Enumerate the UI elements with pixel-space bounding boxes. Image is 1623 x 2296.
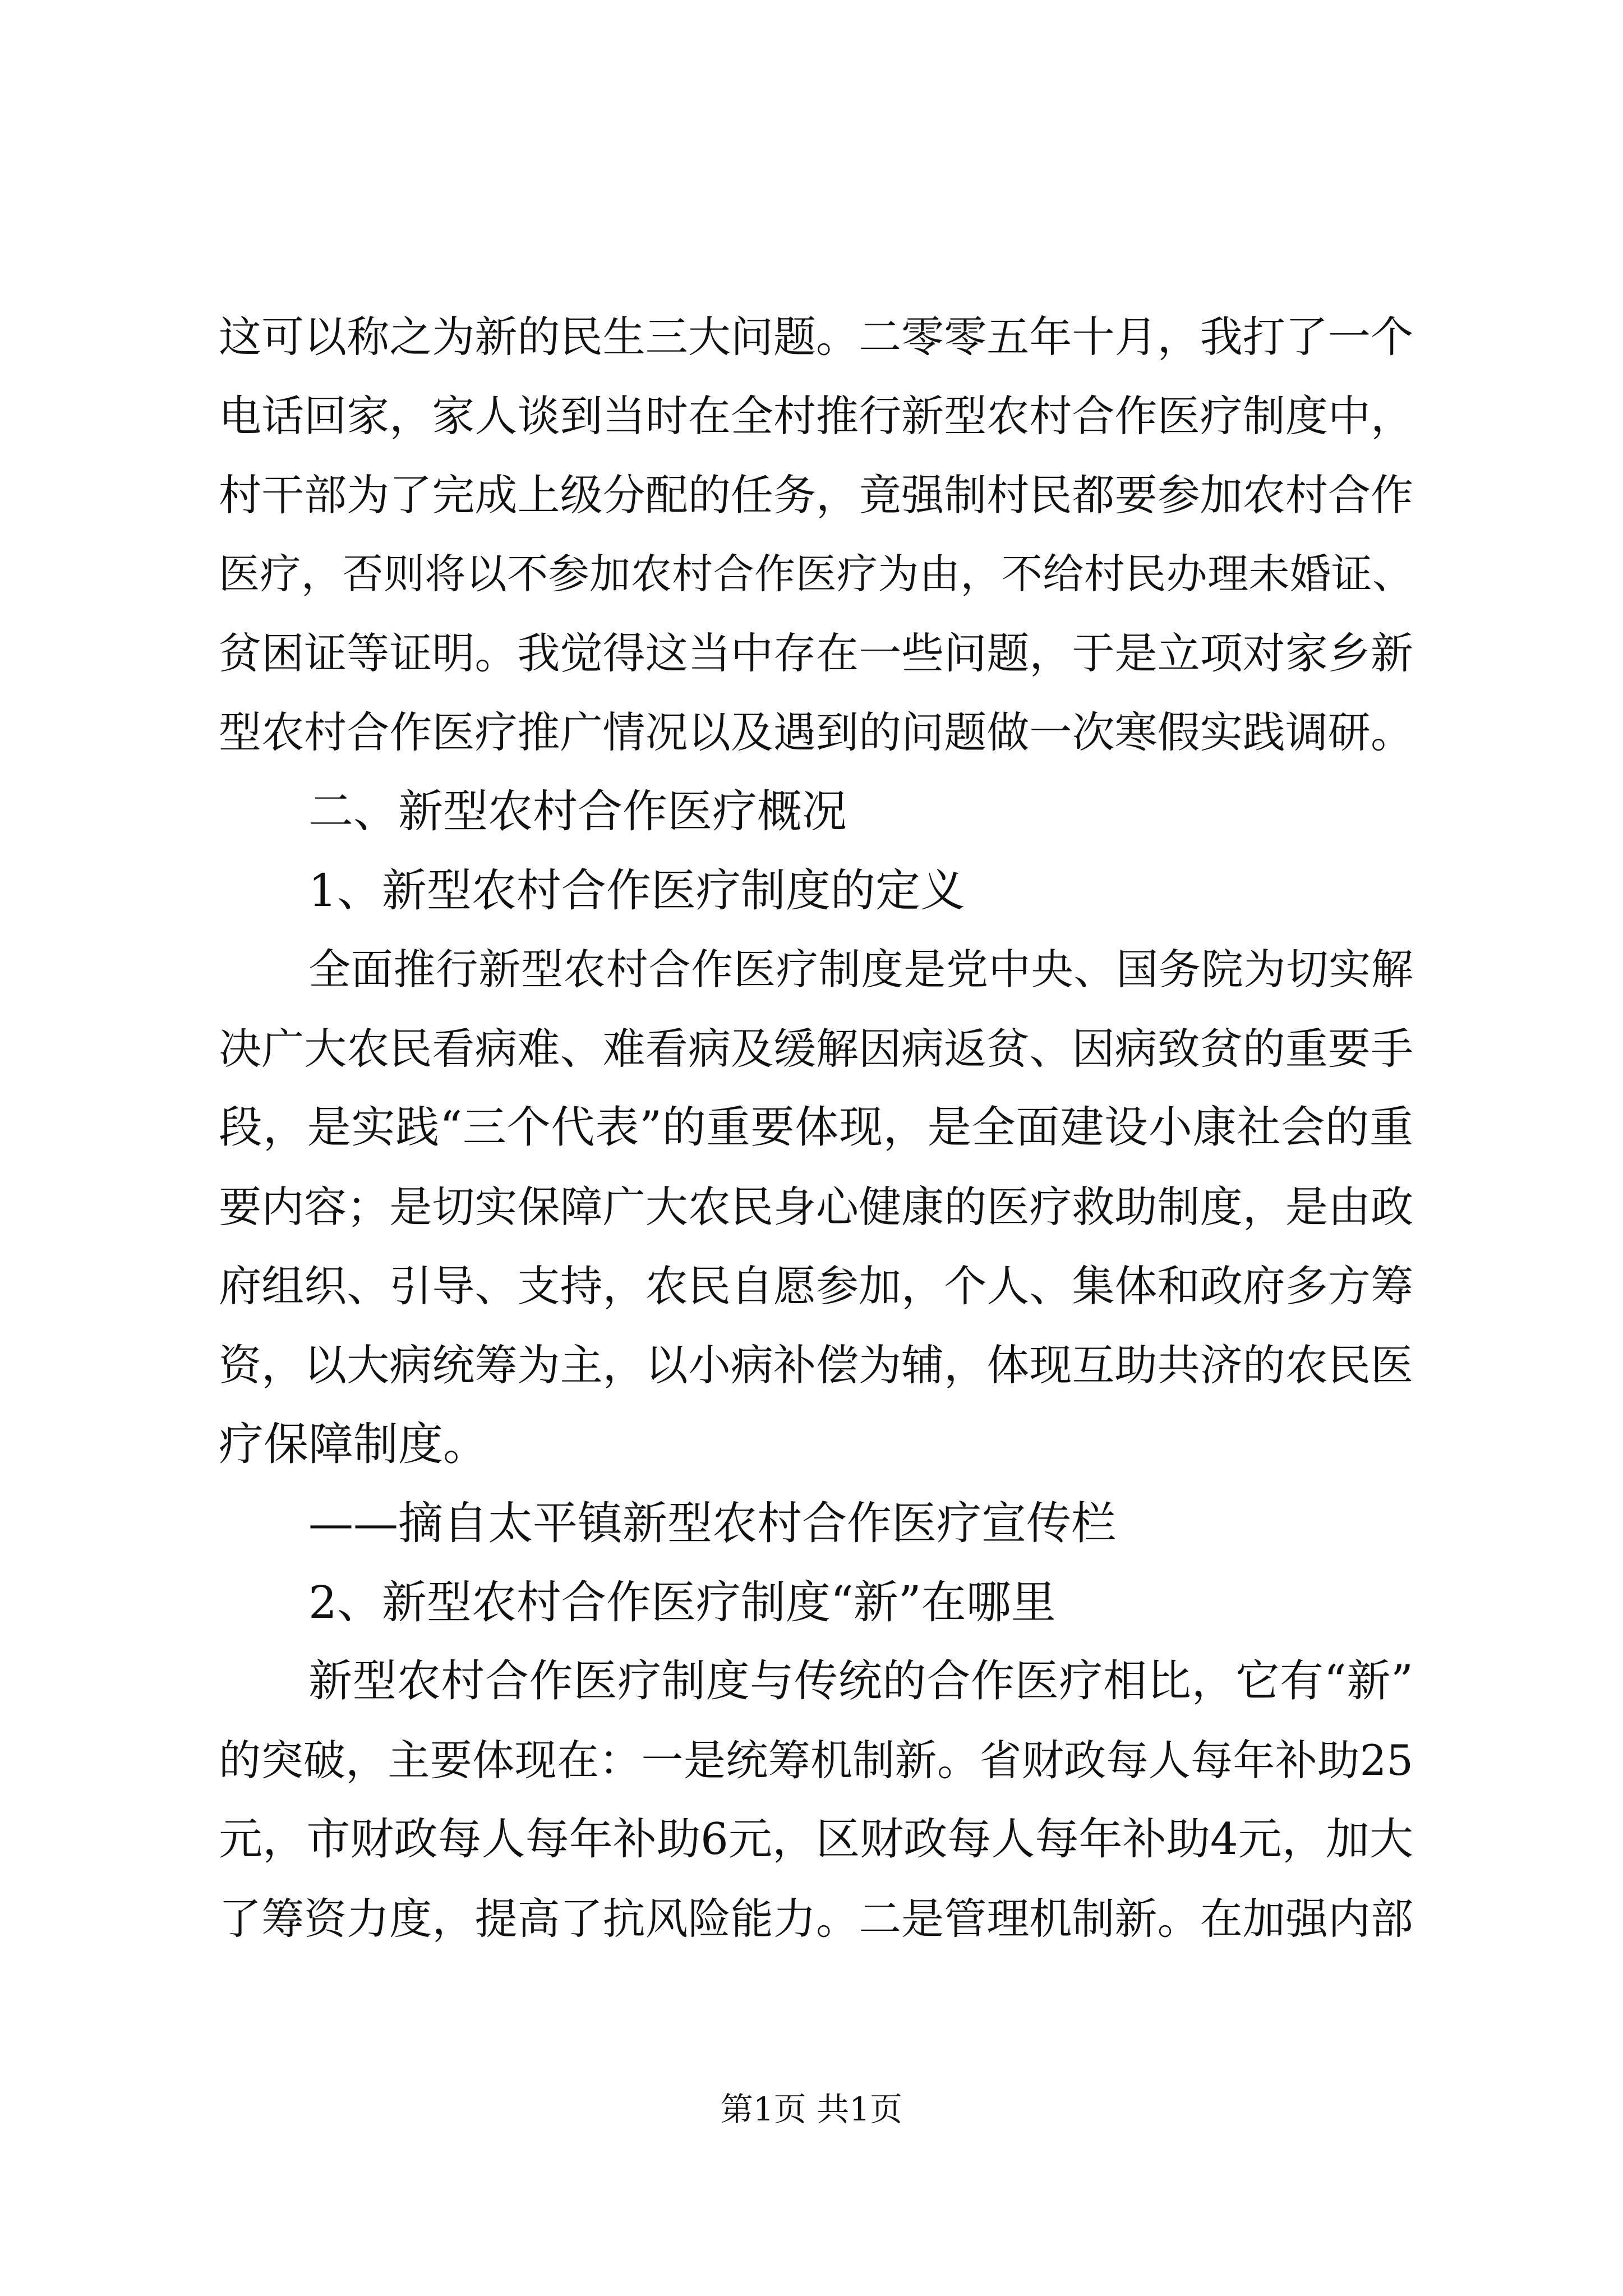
text-line: 的突破，主要体现在：一是统筹机制新。省财政每人每年补助25 bbox=[219, 1736, 1413, 1785]
text-line: 段，是实践“三个代表”的重要体现，是全面建设小康社会的重 bbox=[219, 1102, 1413, 1153]
text-line: 电话回家，家人谈到当时在全村推行新型农村合作医疗制度中， bbox=[219, 391, 1413, 441]
text-line: 资，以大病统筹为主，以小病补偿为辅，体现互助共济的农民医 bbox=[219, 1340, 1413, 1390]
text-line: 全面推行新型农村合作医疗制度是党中央、国务院为切实解 bbox=[308, 945, 1413, 994]
text-line: 疗保障制度。 bbox=[219, 1418, 488, 1470]
text-line: 村干部为了完成上级分配的任务，竟强制村民都要参加农村合作 bbox=[219, 470, 1413, 520]
text-line: 元，市财政每人每年补助6元，区财政每人每年补助4元，加大 bbox=[219, 1814, 1413, 1865]
section-heading: 二、新型农村合作医疗概况 bbox=[308, 785, 847, 838]
page-footer bbox=[0, 2087, 1623, 2132]
text-line: 新型农村合作医疗制度与传统的合作医疗相比，它有“新” bbox=[308, 1656, 1413, 1706]
text-line: 府组织、引导、支持，农民自愿参加，个人、集体和政府多方筹 bbox=[219, 1261, 1413, 1311]
text-line: 了筹资力度，提高了抗风险能力。二是管理机制新。在加强内部 bbox=[219, 1894, 1413, 1944]
source-citation: ——摘自太平镇新型农村合作医疗宣传栏 bbox=[308, 1497, 1116, 1549]
text-line: 医疗，否则将以不参加农村合作医疗为由，不给村民办理未婚证、 bbox=[219, 550, 1413, 598]
text-line: 决广大农民看病难、难看病及缓解因病返贫、因病致贫的重要手 bbox=[219, 1024, 1413, 1074]
page-number-label: 第1页 共1页 bbox=[720, 2090, 903, 2128]
subsection-heading: 2、新型农村合作医疗制度“新”在哪里 bbox=[308, 1576, 1056, 1628]
text-line: 型农村合作医疗推广情况以及遇到的问题做一次寒假实践调研。 bbox=[219, 707, 1413, 757]
text-line: 贫困证等证明。我觉得这当中存在一些问题，于是立项对家乡新 bbox=[219, 628, 1413, 678]
text-line: 这可以称之为新的民生三大问题。二零零五年十月，我打了一个 bbox=[219, 312, 1413, 362]
subsection-heading: 1、新型农村合作医疗制度的定义 bbox=[308, 864, 965, 917]
text-line: 要内容；是切实保障广大农民身心健康的医疗救助制度，是由政 bbox=[219, 1182, 1413, 1232]
document-body bbox=[219, 297, 1413, 1958]
